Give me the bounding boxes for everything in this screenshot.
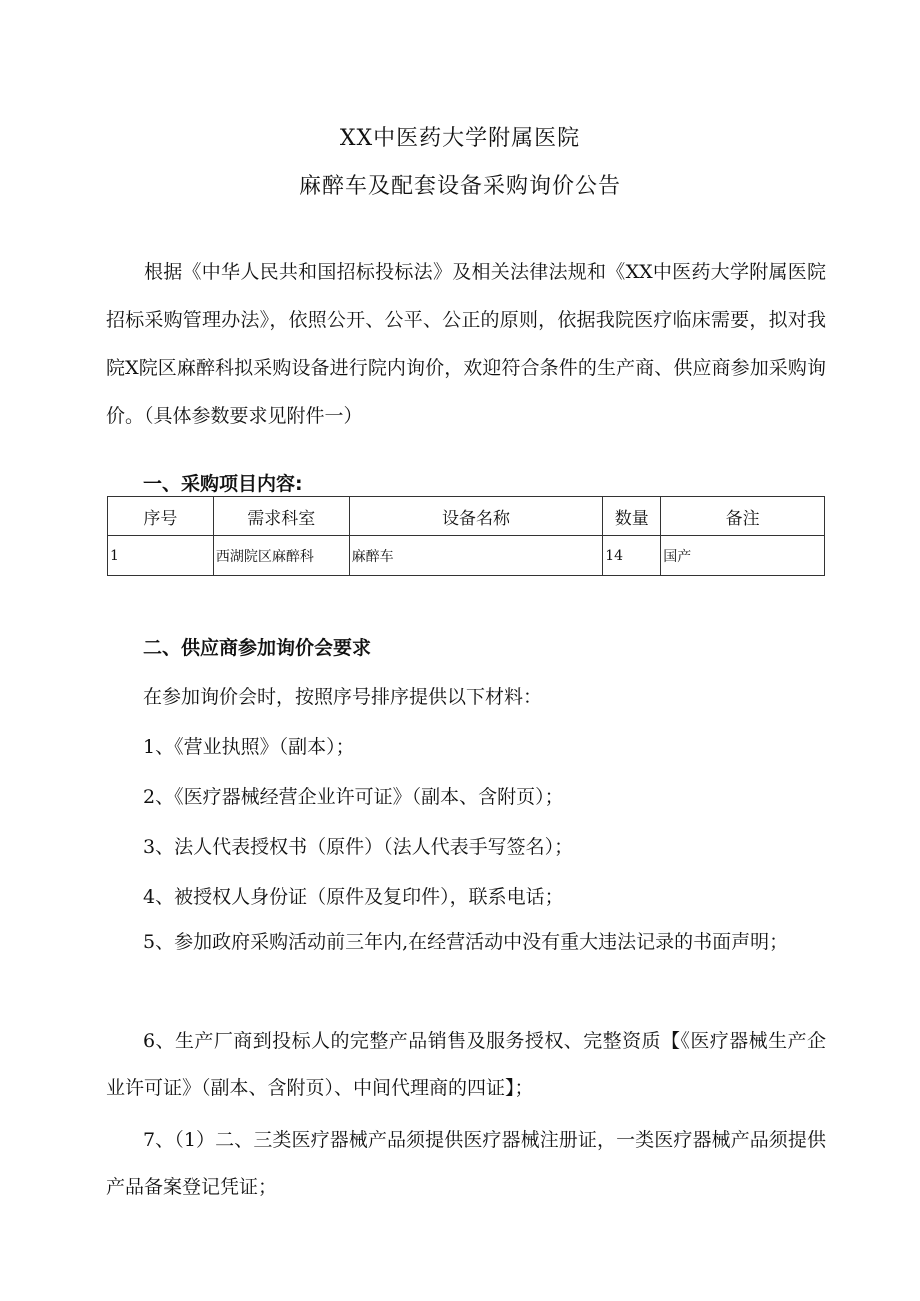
table-header-cell: 序号 <box>108 497 214 536</box>
intro-paragraph: 根据《中华人民共和国招标投标法》及相关法律法规和《XX中医药大学附属医院招标采购管理办法》，依照公开、公平、公正的原则，依据我院医疗临床需要，拟对我院X院区麻醉科拟采购设备进行院内询价，欢迎符合条件的生产商、供应商参加采购询价。（具体参数要求见附件一） <box>106 261 826 427</box>
requirement-item: 5、参加政府采购活动前三年内,在经营活动中没有重大违法记录的书面声明； <box>143 931 789 953</box>
requirement-item: 3、法人代表授权书（原件）（法人代表手写签名）； <box>143 836 574 858</box>
document-title-line1: XX中医药大学附属医院 <box>339 126 581 151</box>
requirement-item: 1、《营业执照》（副本）； <box>143 736 355 758</box>
section2-heading: 二、供应商参加询价会要求 <box>143 637 372 659</box>
requirement-item: 2、《医疗器械经营企业许可证》（副本、含附页）； <box>143 786 564 808</box>
requirement-item: 7、（1）二、三类医疗器械产品须提供医疗器械注册证，一类医疗器械产品须提供产品备案登记凭证； <box>106 1129 826 1198</box>
requirement-item: 6、生产厂商到投标人的完整产品销售及服务授权、完整资质【《医疗器械生产企业许可证》（副本、含附页）、中间代理商的四证】； <box>106 1030 826 1099</box>
table-header-cell: 需求科室 <box>213 497 349 536</box>
table-header-cell: 备注 <box>661 497 825 536</box>
table-header-cell: 设备名称 <box>349 497 603 536</box>
table-header-row <box>108 497 825 536</box>
table-row <box>108 536 825 576</box>
table-cell-equipment: 麻醉车 <box>349 536 603 576</box>
procurement-table <box>107 496 825 576</box>
section2-lead: 在参加询价会时，按照序号排序提供以下材料： <box>143 686 543 708</box>
table-cell-remark: 国产 <box>661 536 825 576</box>
document-title-line2: 麻醉车及配套设备采购询价公告 <box>298 174 621 199</box>
table-cell-quantity: 14 <box>603 536 661 576</box>
table-cell-department: 西湖院区麻醉科 <box>213 536 349 576</box>
table-cell-index: 1 <box>108 536 214 576</box>
section1-heading: 一、采购项目内容: <box>143 473 303 495</box>
table-header-cell: 数量 <box>603 497 661 536</box>
requirement-item: 4、被授权人身份证（原件及复印件），联系电话； <box>143 886 564 908</box>
